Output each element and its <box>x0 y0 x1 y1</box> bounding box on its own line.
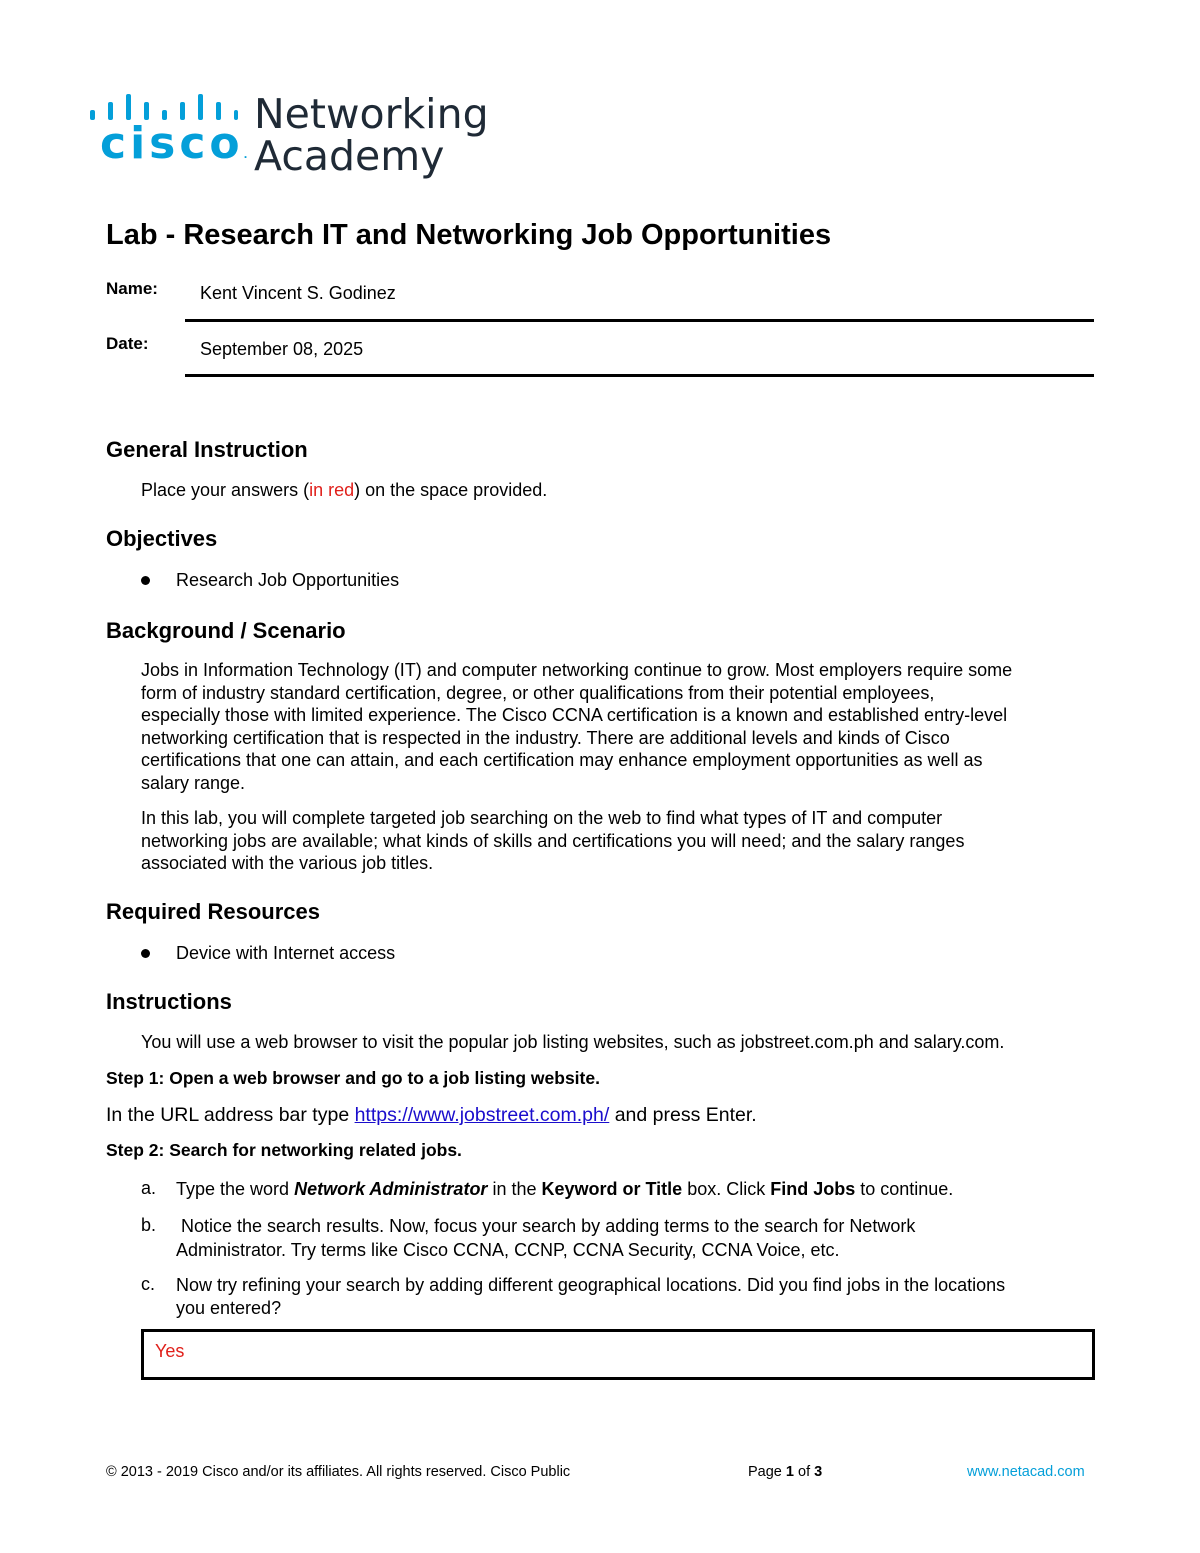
list-marker-a: a. <box>141 1178 157 1198</box>
background-paragraph-2: In this lab, you will complete targeted job searching on the web to find what types of IT and computer networking jobs are available; what kinds of skills and certifications you will need; and the salary ranges associated with the various job titles. <box>141 808 965 873</box>
name-underline <box>185 319 1094 322</box>
jobstreet-link[interactable]: https://www.jobstreet.com.ph/ <box>354 1104 610 1126</box>
background-heading: Background / Scenario <box>106 618 346 643</box>
in-red-text: in red <box>309 480 355 500</box>
general-instruction-text: Place your answers (in red) on the space provided. <box>141 480 548 500</box>
name-label: Name: <box>106 279 158 298</box>
step-2-heading: Step 2: Search for networking related jobs. <box>106 1140 462 1160</box>
bullet-icon <box>141 949 150 958</box>
list-marker-b: b. <box>141 1215 157 1235</box>
footer-url[interactable]: www.netacad.com <box>967 1464 1085 1480</box>
logo-networking: Networking <box>254 90 489 138</box>
cisco-wordmark: cisco. <box>100 118 248 169</box>
logo-academy: Academy <box>254 132 445 180</box>
background-paragraph-1: Jobs in Information Technology (IT) and computer networking continue to grow. Most employers require some form of industry standard certification, degree, or other qualifications from their potential employees, especially those with limited experience. The Cisco CCNA certification is a known and established entry-level networking certification that is respected in the industry. There are additional levels and kinds of Cisco certifications that one can attain, and each certification may enhance employment opportunities as well as salary range. <box>141 660 1013 793</box>
objective-item: Research Job Opportunities <box>176 570 400 590</box>
bullet-icon <box>141 576 150 585</box>
instructions-intro: You will use a web browser to visit the popular job listing websites, such as jobstreet.com.ph and salary.com. <box>141 1032 1005 1052</box>
step-2c-text: Now try refining your search by adding different geographical locations. Did you find jobs in the locations you entered? <box>176 1275 1006 1318</box>
date-underline <box>185 374 1094 377</box>
list-marker-c: c. <box>141 1274 156 1294</box>
name-value: Kent Vincent S. Godinez <box>200 283 396 303</box>
netacad-logo <box>88 88 488 188</box>
footer-page-number: Page 1 of 3 <box>748 1464 823 1480</box>
answer-c-text: Yes <box>155 1341 185 1361</box>
footer-copyright: © 2013 - 2019 Cisco and/or its affiliates. All rights reserved. Cisco Public <box>106 1464 571 1480</box>
resource-item: Device with Internet access <box>176 943 396 963</box>
page-title: Lab - Research IT and Networking Job Opportunities <box>106 219 832 251</box>
step-2b-text: Notice the search results. Now, focus your search by adding terms to the search for Network Administrator. Try terms like Cisco CCNA, CCNP, CCNA Security, CCNA Voice, etc. <box>176 1216 916 1260</box>
instructions-heading: Instructions <box>106 989 232 1014</box>
date-label: Date: <box>106 334 149 353</box>
date-value: September 08, 2025 <box>200 339 364 359</box>
step-2a-text: Type the word Network Administrator in the Keyword or Title box. Click Find Jobs to continue. <box>176 1179 954 1199</box>
general-instruction-heading: General Instruction <box>106 437 308 462</box>
objectives-heading: Objectives <box>106 526 218 551</box>
step-1-heading: Step 1: Open a web browser and go to a job listing website. <box>106 1068 600 1088</box>
answer-box-c[interactable] <box>141 1329 1095 1380</box>
step-1-text: In the URL address bar type https://www.jobstreet.com.ph/ and press Enter. <box>106 1104 757 1126</box>
resources-heading: Required Resources <box>106 899 320 924</box>
